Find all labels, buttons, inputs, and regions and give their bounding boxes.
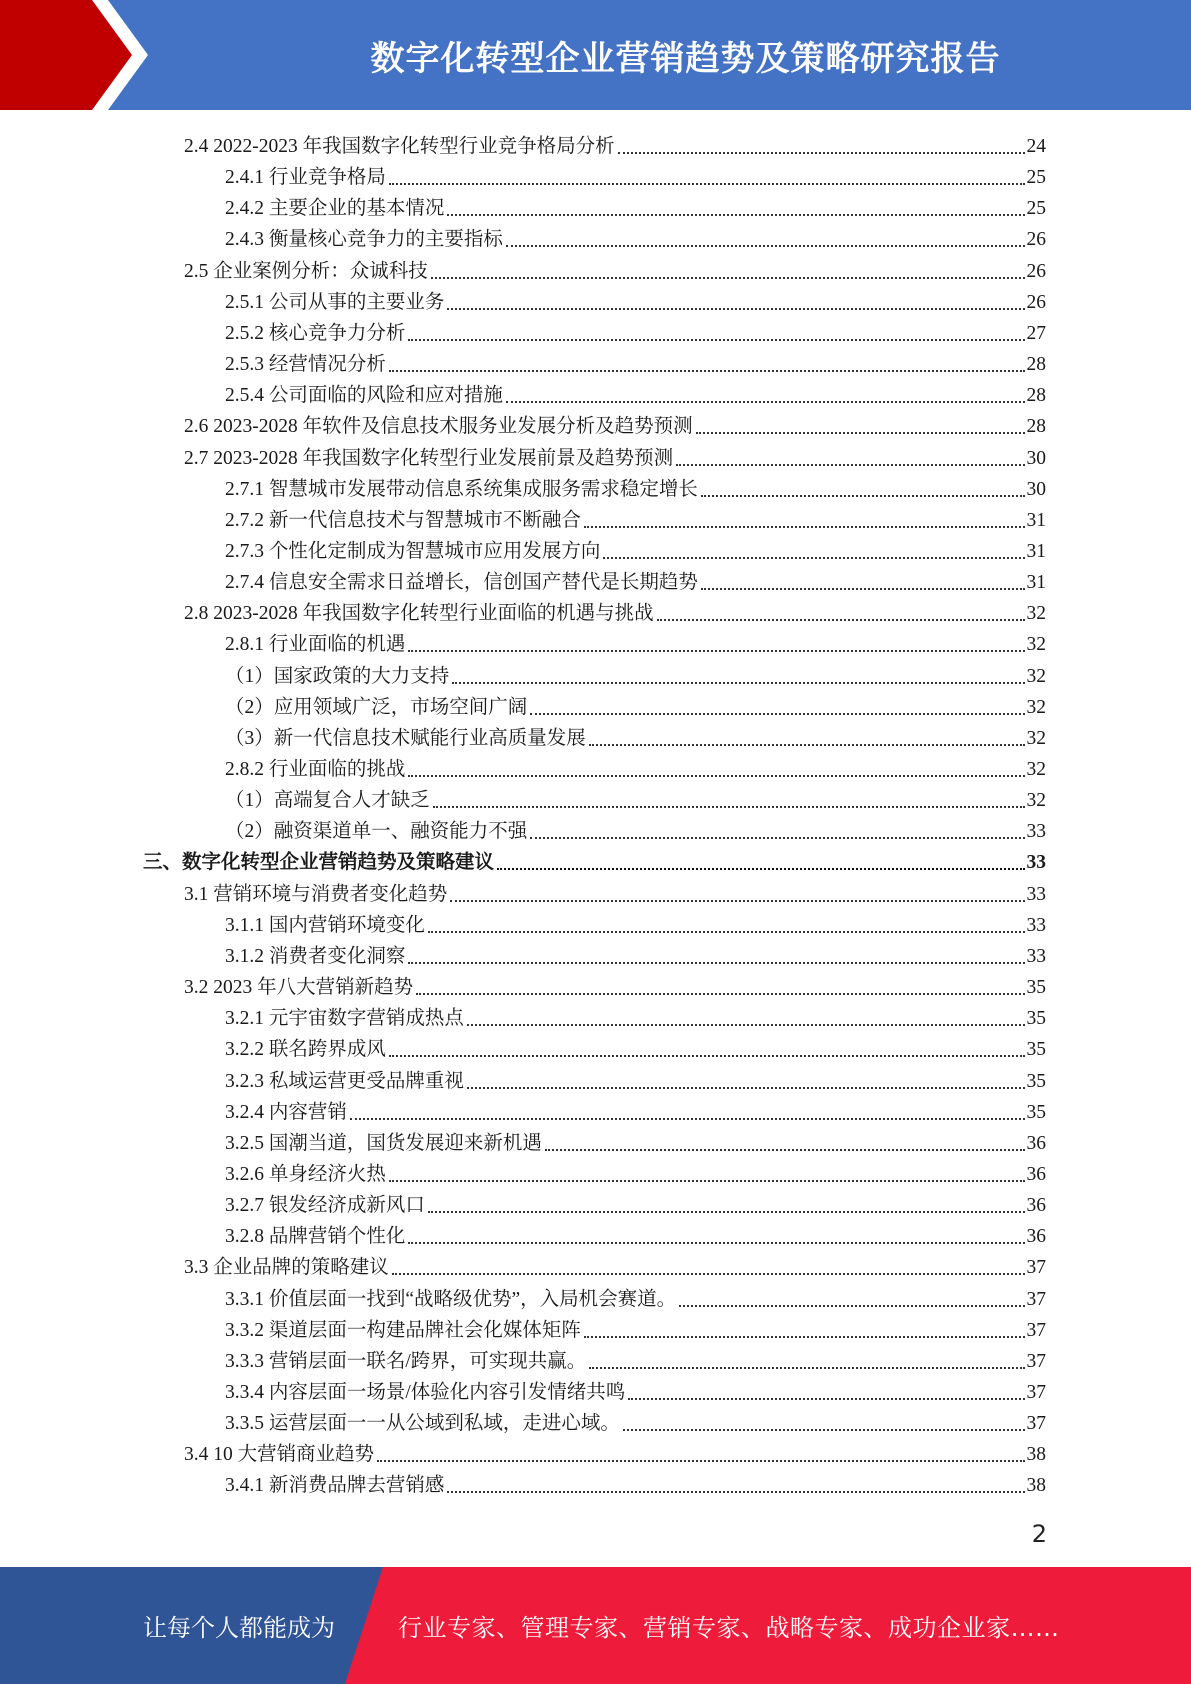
toc-entry[interactable] [225,626,1046,656]
toc-entry-title: 3.2.7 银发经济成新风口 [225,1195,425,1217]
toc-entry-title: 3.2.5 国潮当道，国货发展迎来新机遇 [225,1132,542,1154]
toc-dot-leader [408,962,1024,964]
toc-entry[interactable] [225,315,1046,345]
toc-dot-leader [408,650,1024,652]
toc-entry-page: 26 [1026,229,1046,251]
toc-dot-leader [408,339,1024,341]
toc-entry-page: 35 [1026,1070,1046,1092]
toc-entry-page: 31 [1026,572,1046,594]
toc-entry[interactable] [225,221,1046,251]
toc-entry[interactable] [225,1281,1046,1311]
toc-dot-leader [350,1118,1025,1120]
toc-entry-title: 3.2.3 私域运营更受品牌重视 [225,1070,464,1092]
toc-entry-title: 2.7.2 新一代信息技术与智慧城市不断融合 [225,509,581,531]
toc-entry[interactable] [225,720,1046,750]
toc-dot-leader [416,993,1024,995]
toc-dot-leader [452,682,1024,684]
toc-dot-leader [433,806,1025,808]
toc-entry-title: 3.1 营销环境与消费者变化趋势 [184,883,448,905]
toc-dot-leader [467,1087,1025,1089]
toc-dot-leader [584,1336,1025,1338]
toc-entry[interactable] [225,159,1046,189]
toc-entry-page: 33 [1026,914,1046,936]
toc-entry[interactable] [184,128,1046,158]
toc-entry[interactable] [184,876,1046,906]
toc-entry[interactable] [225,813,1046,843]
toc-dot-leader [497,868,1024,870]
toc-entry-title: （2）应用领域广泛，市场空间广阔 [225,696,528,718]
toc-entry-title: 3.3.4 内容层面一场景/体验化内容引发情绪共鸣 [225,1382,626,1403]
toc-entry[interactable] [184,595,1046,625]
toc-dot-leader [603,557,1024,559]
toc-dot-leader [618,152,1025,154]
toc-entry-page: 25 [1026,167,1046,189]
toc-entry-title: 3.2.2 联名跨界成风 [225,1039,386,1061]
toc-entry[interactable] [225,1343,1046,1373]
toc-dot-leader [530,837,1024,839]
toc-dot-leader [389,370,1025,372]
toc-entry-title: 2.5 企业案例分析：众诚科技 [184,260,428,282]
toc-entry-title: 2.4.1 行业竞争格局 [225,167,386,189]
toc-entry-page: 37 [1026,1257,1046,1279]
toc-entry-page: 37 [1026,1413,1046,1435]
toc-entry[interactable] [225,751,1046,781]
toc-dot-leader [377,1460,1024,1462]
toc-entry[interactable] [225,533,1046,563]
toc-entry-title: 3.1.2 消费者变化洞察 [225,945,406,967]
toc-entry-page: 36 [1026,1132,1046,1154]
toc-entry[interactable] [225,377,1046,407]
toc-dot-leader [431,277,1025,279]
toc-entry-title: 2.7.3 个性化定制成为智慧城市应用发展方向 [225,540,601,562]
toc-entry-title: （1）高端复合人才缺乏 [225,790,430,812]
page-header [0,0,1191,110]
toc-dot-leader [589,1367,1024,1369]
toc-entry-title: 2.4.3 衡量核心竞争力的主要指标 [225,229,503,251]
toc-entry-page: 32 [1026,727,1046,749]
toc-entry-title: 2.7 2023-2028 年我国数字化转型行业发展前景及趋势预测 [184,447,674,469]
toc-entry-page: 32 [1026,696,1046,718]
toc-entry-page: 33 [1026,883,1046,905]
toc-entry-title: 3.3.1 价值层面一找到“战略级优势”，入局机会赛道。 [225,1288,677,1310]
toc-entry-page: 36 [1026,1226,1046,1248]
toc-entry-title: 2.6 2023-2028 年软件及信息技术服务业发展分析及趋势预测 [184,416,693,438]
toc-entry-title: 3.2.8 品牌营销个性化 [225,1226,406,1248]
toc-entry-title: 3.2.6 单身经济火热 [225,1163,386,1185]
toc-entry[interactable] [225,907,1046,937]
toc-entry[interactable] [184,1249,1046,1279]
toc-entry[interactable] [225,346,1046,376]
toc-dot-leader [467,1024,1025,1026]
toc-entry-title: 3.3.2 渠道层面一构建品牌社会化媒体矩阵 [225,1319,581,1341]
toc-entry[interactable] [225,1467,1046,1497]
toc-entry-page: 31 [1026,509,1046,531]
toc-dot-leader [623,1429,1025,1431]
toc-dot-leader [447,214,1024,216]
toc-entry-title: 3.3 企业品牌的策略建议 [184,1257,389,1279]
toc-entry-page: 35 [1026,1039,1046,1061]
toc-entry-title: 2.8 2023-2028 年我国数字化转型行业面临的机遇与挑战 [184,603,654,625]
toc-entry[interactable] [184,440,1046,470]
toc-entry[interactable] [225,1031,1046,1061]
toc-entry[interactable] [225,284,1046,314]
toc-entry-page: 26 [1026,260,1046,282]
toc-entry[interactable] [225,564,1046,594]
toc-entry-page: 36 [1026,1195,1046,1217]
toc-entry-page: 32 [1026,759,1046,780]
toc-entry[interactable] [225,502,1046,532]
toc-entry-title: 2.7.1 智慧城市发展带动信息系统集成服务需求稳定增长 [225,478,698,500]
toc-entry-title: 三、数字化转型企业营销趋势及策略建议 [143,852,495,874]
page-footer [0,1567,1191,1684]
toc-dot-leader [545,1149,1025,1151]
toc-entry-title: 2.5.1 公司从事的主要业务 [225,291,445,313]
toc-dot-leader [679,1305,1024,1307]
toc-entry[interactable] [225,1094,1046,1124]
toc-entry-page: 32 [1026,634,1046,656]
toc-entry-page: 37 [1026,1288,1046,1310]
toc-dot-leader [506,245,1025,247]
page-number: 2 [1031,1520,1047,1548]
toc-dot-leader [701,495,1025,497]
footer-slogan: 让每个人都能成为 [143,1614,335,1642]
toc-entry-page: 28 [1026,354,1046,376]
toc-dot-leader [428,931,1025,933]
toc-entry-page: 32 [1026,790,1046,812]
toc-entry-page: 35 [1026,1101,1046,1123]
toc-entry-title: 2.4 2022-2023 年我国数字化转型行业竞争格局分析 [184,136,615,157]
toc-entry[interactable] [225,471,1046,501]
toc-entry-title: 3.1.1 国内营销环境变化 [225,914,425,936]
toc-dot-leader [447,1491,1024,1493]
toc-entry[interactable] [225,782,1046,812]
toc-entry-page: 26 [1026,291,1046,313]
toc-entry-title: 2.5.2 核心竞争力分析 [225,322,406,344]
toc-entry-title: 2.5.3 经营情况分析 [225,354,386,376]
toc-entry-page: 30 [1026,447,1046,469]
toc-entry-title: 2.5.4 公司面临的风险和应对措施 [225,385,503,407]
toc-dot-leader [657,619,1025,621]
toc-entry-page: 31 [1026,540,1046,562]
toc-entry-page: 28 [1026,385,1046,407]
toc-dot-leader [389,1180,1025,1182]
toc-entry-title: 3.3.5 运营层面一一从公域到私域，走进心域。 [225,1413,620,1435]
toc-entry-title: 3.2.1 元宇宙数字营销成热点 [225,1008,464,1030]
toc-dot-leader [389,183,1025,185]
toc-dot-leader [408,1242,1024,1244]
toc-entry[interactable] [225,1405,1046,1435]
toc-entry-page: 27 [1026,322,1046,344]
toc-dot-leader [584,526,1025,528]
toc-entry[interactable] [225,1218,1046,1248]
toc-entry-page: 30 [1026,478,1046,500]
toc-entry-page: 28 [1026,416,1046,438]
toc-dot-leader [428,1211,1025,1213]
toc-entry-page: 38 [1026,1475,1046,1497]
toc-dot-leader [408,775,1024,777]
toc-entry-title: 3.2 2023 年八大营销新趋势 [184,977,414,999]
toc-entry-page: 37 [1026,1350,1046,1372]
toc-dot-leader [392,1273,1025,1275]
toc-entry-page: 24 [1026,136,1046,157]
toc-dot-leader [530,713,1024,715]
toc-entry-page: 37 [1026,1382,1046,1403]
toc-entry-title: 2.8.1 行业面临的机遇 [225,634,406,656]
toc-dot-leader [589,744,1025,746]
toc-entry-page: 35 [1026,1008,1046,1030]
toc-dot-leader [676,464,1024,466]
toc-entry-page: 25 [1026,198,1046,220]
toc-entry-title: 2.4.2 主要企业的基本情况 [225,198,445,220]
toc-chapter-entry[interactable] [143,844,1046,874]
toc-entry-page: 35 [1026,977,1046,999]
toc-entry[interactable] [184,253,1046,283]
toc-entry[interactable] [225,1125,1046,1155]
toc-entry[interactable] [225,1312,1046,1342]
toc-entry-page: 33 [1026,852,1046,874]
toc-entry[interactable] [184,408,1046,438]
toc-entry[interactable] [184,1436,1046,1466]
toc-dot-leader [450,900,1024,902]
toc-dot-leader [506,401,1025,403]
toc-entry-title: 2.7.4 信息安全需求日益增长，信创国产替代是长期趋势 [225,572,698,594]
toc-entry[interactable] [225,1063,1046,1093]
toc-entry-page: 33 [1026,821,1046,843]
toc-dot-leader [701,588,1025,590]
toc-entry-title: 2.8.2 行业面临的挑战 [225,759,406,780]
toc-dot-leader [447,308,1024,310]
footer-roles: 行业专家、管理专家、营销专家、战略专家、成功企业家…… [398,1614,1060,1642]
toc-entry[interactable] [225,1156,1046,1186]
toc-entry-title: （1）国家政策的大力支持 [225,665,450,687]
toc-entry[interactable] [225,689,1046,719]
toc-dot-leader [628,1398,1024,1400]
toc-entry-page: 38 [1026,1444,1046,1466]
toc-entry-title: （2）融资渠道单一、融资能力不强 [225,821,528,843]
toc-entry[interactable] [225,1374,1046,1404]
toc-entry[interactable] [225,1000,1046,1030]
toc-entry-page: 33 [1026,945,1046,967]
toc-entry-title: 3.2.4 内容营销 [225,1101,347,1123]
toc-entry[interactable] [225,1187,1046,1217]
toc-entry-title: 3.3.3 营销层面一联名/跨界，可实现共赢。 [225,1350,587,1372]
toc-entry-title: 3.4.1 新消费品牌去营销感 [225,1475,445,1497]
toc-entry-title: （3）新一代信息技术赋能行业高质量发展 [225,727,586,749]
toc-entry-title: 3.4 10 大营销商业趋势 [184,1444,375,1466]
report-title: 数字化转型企业营销趋势及策略研究报告 [370,38,1001,79]
toc-entry[interactable] [225,938,1046,968]
toc-dot-leader [696,432,1025,434]
toc-entry-page: 37 [1026,1319,1046,1341]
toc-entry-page: 36 [1026,1163,1046,1185]
toc-entry[interactable] [225,658,1046,688]
toc-entry[interactable] [225,190,1046,220]
toc-entry[interactable] [184,969,1046,999]
toc-entry-page: 32 [1026,665,1046,687]
toc-entry-page: 32 [1026,603,1046,625]
toc-dot-leader [389,1055,1025,1057]
